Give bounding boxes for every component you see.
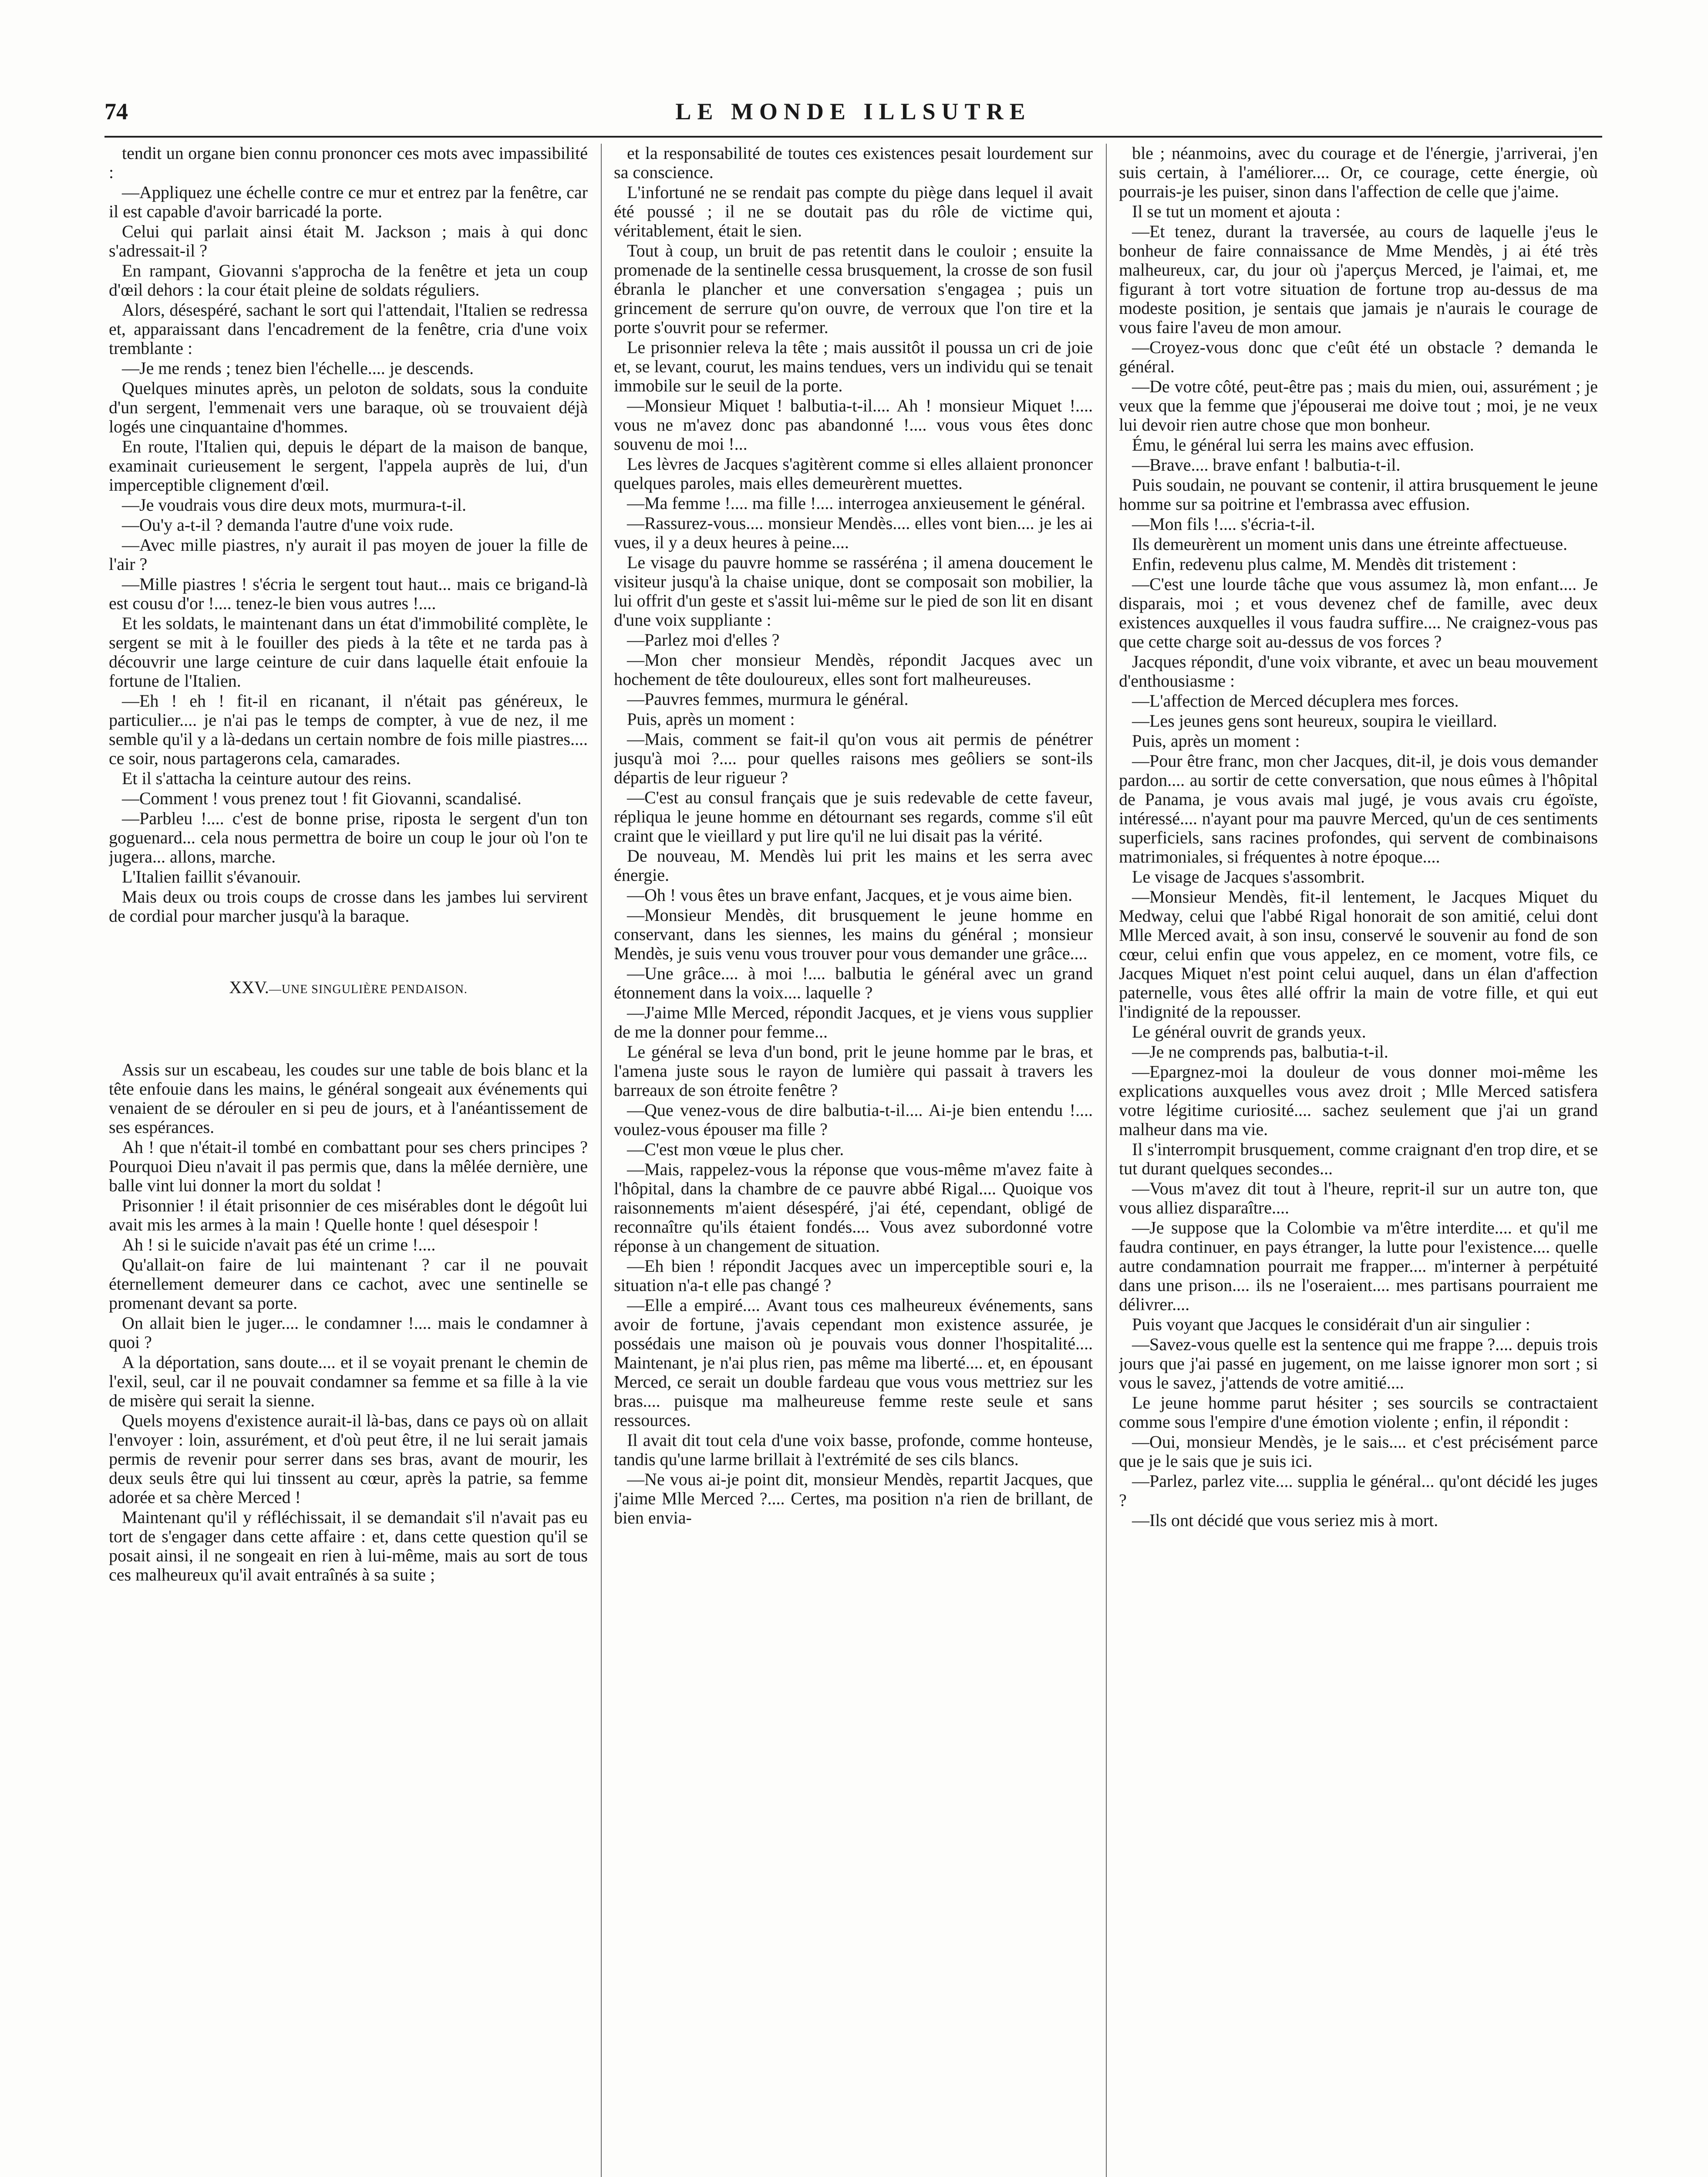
paragraph: Puis, après un moment : — [1132, 731, 1300, 751]
paragraph: —Mon cher monsieur Mendès, répondit Jacques avec un hochement de tête douloureux, elles sont fort malheureuses. — [614, 650, 1093, 689]
paragraph: —Je voudrais vous dire deux mots, murmura-t-il. — [122, 495, 466, 515]
header-rule — [104, 136, 1602, 138]
running-title: LE MONDE ILLSUTRE — [675, 98, 1031, 125]
paragraph: En rampant, Giovanni s'approcha de la fenêtre et jeta un coup d'œil dehors : la cour était pleine de soldats réguliers. — [109, 261, 588, 300]
paragraph: Il avait dit tout cela d'une voix basse, profonde, comme honteuse, tandis qu'une larme brillait à l'extrémité de ses cils blancs. — [614, 1430, 1093, 1469]
section-number: XXV. — [229, 977, 269, 997]
paragraph: —C'est mon vœue le plus cher. — [627, 1139, 844, 1159]
paragraph: Ah ! que n'était-il tombé en combattant pour ses chers principes ? Pourquoi Dieu n'avait il pas permis que, dans la mêlée dernière, une balle vint lui donner la mort du soldat ! — [109, 1137, 588, 1195]
paragraph: —Epargnez-moi la douleur de vous donner moi-même les explications auxquelles vous avez droit ; Mlle Merced satisfera votre légitime curiosité.... sachez seulement que j'ai un grand malheur dans ma vie. — [1119, 1062, 1598, 1139]
paragraph: —Monsieur Miquet ! balbutia-t-il.... Ah ! monsieur Miquet !.... vous ne m'avez donc pas abandonné !.... vous vous êtes donc souvenu de moi !... — [614, 396, 1093, 454]
paragraph: —Ma femme !.... ma fille !.... interrogea anxieusement le général. — [627, 493, 1085, 513]
paragraph: Ils demeurèrent un moment unis dans une étreinte affectueuse. — [1132, 534, 1568, 554]
paragraph: Les lèvres de Jacques s'agitèrent comme si elles allaient prononcer quelques paroles, mais elles demeurèrent muettes. — [614, 454, 1093, 493]
paragraph: Quelques minutes après, un peloton de soldats, sous la conduite d'un sergent, l'emmenait vers une baraque, où se trouvaient déjà logés une cinquantaine d'hommes. — [109, 378, 588, 436]
paragraph: —De votre côté, peut-être pas ; mais du mien, oui, assurément ; je veux que la femme que j'épouserai me doive tout ; moi, je ne veux lui devoir rien autre chose que mon bonheur. — [1119, 377, 1598, 435]
paragraph: Ému, le général lui serra les mains avec effusion. — [1132, 435, 1474, 455]
paragraph: Puis soudain, ne pouvant se contenir, il attira brusquement le jeune homme sur sa poitrine et l'embrassa avec effusion. — [1119, 475, 1598, 514]
page-number: 74 — [104, 98, 128, 125]
section-heading — [109, 978, 588, 999]
paragraph: —Eh bien ! répondit Jacques avec un imperceptible souri e, la situation n'a-t elle pas changé ? — [614, 1256, 1093, 1295]
paragraph: Le prisonnier releva la tête ; mais aussitôt il poussa un cri de joie et, se levant, courut, les mains tendues, vers un individu qui se tenait immobile sur le seuil de la porte. — [614, 337, 1093, 395]
paragraph: —Rassurez-vous.... monsieur Mendès.... elles vont bien.... je les ai vues, il y a deux heures à peine.... — [614, 513, 1093, 552]
paragraph: —C'est une lourde tâche que vous assumez là, mon enfant.... Je disparais, moi ; et vous devenez chef de famille, avec deux existences auxquelles il vous faudra suffire.... Ne craignez-vous pas que cette charge soit au-dessus de vos forces ? — [1119, 574, 1598, 651]
paragraph: Prisonnier ! il était prisonnier de ces misérables dont le dégoût lui avait mis les armes à la main ! Quelle honte ! quel désespoir ! — [109, 1196, 588, 1234]
paragraph: —Brave.... brave enfant ! balbutia-t-il. — [1132, 455, 1401, 475]
paragraph: —Je suppose que la Colombie va m'être interdite.... et qu'il me faudra continuer, en pays étranger, la lutte pour l'existence.... quelle autre condamnation pourrait me frapper.... m'interner à perpétuité dans une prison.... ils ne l'oseraient.... mes partisans pourraient me délivrer.... — [1119, 1218, 1598, 1314]
paragraph: Puis, après un moment : — [627, 709, 795, 729]
paragraph: —Mais, comment se fait-il qu'on vous ait permis de pénétrer jusqu'à moi ?.... pour quelles raisons mes geôliers se sont-ils départis de leur rigueur ? — [614, 729, 1093, 787]
paragraph: Mais deux ou trois coups de crosse dans les jambes lui servirent de cordial pour marcher jusqu'à la baraque. — [109, 887, 588, 926]
paragraph: —Ne vous ai-je point dit, monsieur Mendès, repartit Jacques, que j'aime Mlle Merced ?.... Certes, ma position n'a rien de brillant, de bien envia- — [614, 1469, 1093, 1527]
paragraph: —Avec mille piastres, n'y aurait il pas moyen de jouer la fille de l'air ? — [109, 535, 588, 574]
column-1-paragraphs — [109, 144, 588, 926]
paragraph: Tout à coup, un bruit de pas retentit dans le couloir ; ensuite la promenade de la sentinelle cessa brusquement, la crosse de son fusil ébranla le plancher et une conversation s'engagea ; puis un grincement de serrure qu'on ouvre, de verroux que l'on tire et la porte s'ouvrit pour se refermer. — [614, 241, 1093, 337]
paragraph: En route, l'Italien qui, depuis le départ de la maison de banque, examinait curieusement le sergent, l'appela auprès de lui, d'un imperceptible clignement d'œil. — [109, 437, 588, 495]
page-header — [104, 98, 1602, 137]
paragraph: —Mon fils !.... s'écria-t-il. — [1132, 514, 1315, 534]
paragraph: tendit un organe bien connu prononcer ces mots avec impassibilité : — [109, 144, 588, 182]
paragraph: Il s'interrompit brusquement, comme craignant d'en trop dire, et se tut durant quelques secondes... — [1119, 1139, 1598, 1178]
paragraph: et la responsabilité de toutes ces existences pesait lourdement sur sa conscience. — [614, 144, 1093, 182]
paragraph: Enfin, redevenu plus calme, M. Mendès dit tristement : — [1132, 554, 1517, 574]
column-2-paragraphs — [614, 144, 1093, 1527]
paragraph: —Ou'y a-t-il ? demanda l'autre d'une voix rude. — [122, 515, 454, 535]
paragraph: —Croyez-vous donc que c'eût été un obstacle ? demanda le général. — [1119, 337, 1598, 376]
paragraph: —Vous m'avez dit tout à l'heure, reprit-il sur un autre ton, que vous alliez disparaître.... — [1119, 1179, 1598, 1217]
column-3-paragraphs — [1119, 144, 1598, 1530]
paragraph: —Monsieur Mendès, dit brusquement le jeune homme en conservant, dans les siennes, les mains du général ; monsieur Mendès, je suis venu vous trouver pour vous demander une grâce.... — [614, 905, 1093, 963]
paragraph: —Mais, rappelez-vous la réponse que vous-même m'avez faite à l'hôpital, dans la chambre de ce pauvre abbé Rigal.... Quoique vos raisonnements m'aient désespéré, j'ai été, cependant, obligé de reconnaître qu'ils étaient fondés.... Vous avez subordonné votre réponse à un changement de situation. — [614, 1159, 1093, 1256]
paragraph: —Pour être franc, mon cher Jacques, dit-il, je dois vous demander pardon.... au sortir de cette conversation, que nous eûmes à l'hôpital de Panama, je vous avais mal jugé, je vous avais cru égoïste, intéressé.... n'ayant pour ma pauvre Merced, qu'un de ces sentiments superficiels, sans racines profondes, qui servent de combinaisons matrimoniales, si fréquentes à notre époque.... — [1119, 751, 1598, 866]
paragraph: —Monsieur Mendès, fit-il lentement, le Jacques Miquet du Medway, celui que l'abbé Rigal honorait de son amitié, celui dont Mlle Merced avait, à son insu, conservé le souvenir au fond de son cœur, celui enfin que vous appelez, en ce moment, votre fils, ce Jacques Miquet n'est point celui auquel, dans un élan d'affection paternelle, vous êtes allé offrir la main de votre fille, et qui eut l'indignité de la repousser. — [1119, 887, 1598, 1021]
paragraph: —Elle a empiré.... Avant tous ces malheureux événements, sans avoir de fortune, j'avais cependant mon existence assurée, je possédais une maison où je pouvais vous donner l'hospitalité.... Maintenant, je n'ai plus rien, pas même ma liberté.... et, en épousant Merced, ce serait un double fardeau que vous vous mettriez sur les bras.... puisque ma malheureuse femme reste seule et sans ressources. — [614, 1295, 1093, 1430]
paragraph: —Comment ! vous prenez tout ! fit Giovanni, scandalisé. — [122, 789, 522, 808]
paragraph: Maintenant qu'il y réfléchissait, il se demandait s'il n'avait pas eu tort de s'engager dans cette affaire : et, dans cette question qu'il se posait ainsi, il ne songeait en rien à lui-même, mais au sort de tous ces malheureux qu'il avait entraînés à sa suite ; — [109, 1507, 588, 1584]
paragraph: Assis sur un escabeau, les coudes sur une table de bois blanc et la tête enfouie dans les mains, le général songeait aux événements qui venaient de se dérouler en si peu de jours, et à l'anéantissement de ses espérances. — [109, 1060, 588, 1137]
paragraph: Qu'allait-on faire de lui maintenant ? car il ne pouvait éternellement demeurer dans ce cachot, avec une sentinelle se promenant devant sa porte. — [109, 1255, 588, 1313]
paragraph: Il se tut un moment et ajouta : — [1132, 202, 1341, 221]
paragraph: Jacques répondit, d'une voix vibrante, et avec un beau mouvement d'enthousiasme : — [1119, 652, 1598, 691]
paragraph: —Mille piastres ! s'écria le sergent tout haut... mais ce brigand-là est cousu d'or !.... tenez-le bien vous autres !.... — [109, 574, 588, 613]
section-title: —UNE SINGULIÈRE PENDAISON. — [269, 983, 468, 996]
paragraph: Le général se leva d'un bond, prit le jeune homme par le bras, et l'amena juste sous le rayon de lumière qui passait à travers les barreaux de son étroite fenêtre ? — [614, 1042, 1093, 1100]
paragraph: De nouveau, M. Mendès lui prit les mains et les serra avec énergie. — [614, 846, 1093, 885]
paragraph: —L'affection de Merced décuplera mes forces. — [1132, 691, 1459, 711]
paragraph: —J'aime Mlle Merced, répondit Jacques, et je viens vous supplier de me la donner pour femme... — [614, 1003, 1093, 1041]
paragraph: —Les jeunes gens sont heureux, soupira le vieillard. — [1132, 711, 1497, 731]
paragraph: —Eh ! eh ! fit-il en ricanant, il n'était pas généreux, le particulier.... je n'ai pas le temps de compter, à vue de nez, il me semble qu'il y a là-dedans un certain nombre de fois mille piastres.... ce soir, nous partagerons cela, camarades. — [109, 691, 588, 768]
paragraph: L'infortuné ne se rendait pas compte du piège dans lequel il avait été poussé ; il ne se doutait pas du rôle de victime qui, véritablement, était le sien. — [614, 182, 1093, 240]
paragraph: —Ils ont décidé que vous seriez mis à mort. — [1132, 1510, 1438, 1530]
paragraph: On allait bien le juger.... le condamner !.... mais le condamner à quoi ? — [109, 1313, 588, 1352]
paragraph: —Et tenez, durant la traversée, au cours de laquelle j'eus le bonheur de faire connaissance de Mme Mendès, j ai été très malheureux, car, du jour où j'aperçus Merced, je l'aimai, et, me figurant à tort votre situation de fortune trop au-dessus de ma modeste position, je sentais que jamais je n'aurais le courage de vous faire l'aveu de mon amour. — [1119, 222, 1598, 337]
paragraph: ble ; néanmoins, avec du courage et de l'énergie, j'arriverai, j'en suis certain, à l'améliorer.... Or, ce courage, cette énergie, où pourrais-je les puiser, sinon dans l'affection de celle que j'aime. — [1119, 144, 1598, 201]
paragraph: —Savez-vous quelle est la sentence qui me frappe ?.... depuis trois jours que j'ai passé en jugement, on me laisse ignorer mon sort ; si vous le savez, j'attends de votre amitié.... — [1119, 1335, 1598, 1392]
paragraph: —Parlez, parlez vite.... supplia le général... qu'ont décidé les juges ? — [1119, 1471, 1598, 1510]
paragraph: —Parlez moi d'elles ? — [627, 630, 780, 650]
paragraph: Puis voyant que Jacques le considérait d'un air singulier : — [1132, 1314, 1530, 1334]
column-2 — [614, 144, 1093, 2177]
paragraph: —Oh ! vous êtes un brave enfant, Jacques, et je vous aime bien. — [627, 885, 1073, 905]
paragraph: —Parbleu !.... c'est de bonne prise, riposta le sergent d'un ton goguenard... cela nous permettra de boire un coup le jour où l'on te jugera... allons, marche. — [109, 809, 588, 866]
paragraph: L'Italien faillit s'évanouir. — [122, 867, 301, 886]
paragraph: Quels moyens d'existence aurait-il là-bas, dans ce pays où on allait l'envoyer : loin, assurément, et d'où peut être, il ne lui serait jamais permis de revenir pour serrer dans ses bras, avant de mourir, les deux seuls être qui lui tinssent au cœur, après la patrie, sa femme adorée et sa chère Merced ! — [109, 1411, 588, 1507]
paragraph: Celui qui parlait ainsi était M. Jackson ; mais à qui donc s'adressait-il ? — [109, 222, 588, 260]
paragraph: —Je ne comprends pas, balbutia-t-il. — [1132, 1042, 1388, 1062]
paragraph: —Je me rends ; tenez bien l'échelle.... je descends. — [122, 358, 474, 378]
paragraph: —C'est au consul français que je suis redevable de cette faveur, répliqua le jeune homme en détournant ses regards, comme s'il eût craint que le vieillard y put lire qu'il ne lui disait pas la vérité. — [614, 788, 1093, 846]
column-1-paragraphs-after-heading — [109, 1060, 588, 1584]
paragraph: Le général ouvrit de grands yeux. — [1132, 1022, 1366, 1041]
paragraph: —Une grâce.... à moi !.... balbutia le général avec un grand étonnement dans la voix.... laquelle ? — [614, 964, 1093, 1002]
paragraph: Alors, désespéré, sachant le sort qui l'attendait, l'Italien se redressa et, apparaissant dans l'encadrement de la fenêtre, cria d'une voix tremblante : — [109, 300, 588, 358]
text-columns — [109, 144, 1602, 2177]
paragraph: Le jeune homme parut hésiter ; ses sourcils se contractaient comme sous l'empire d'une émotion violente ; enfin, il répondit : — [1119, 1393, 1598, 1432]
paragraph: Et les soldats, le maintenant dans un état d'immobilité complète, le sergent se mit à le fouiller des pieds à la tête et ne tarda pas à découvrir une large ceinture de cuir dans laquelle était enfouie la fortune de l'Italien. — [109, 613, 588, 691]
column-1 — [109, 144, 588, 2177]
paragraph: —Appliquez une échelle contre ce mur et entrez par la fenêtre, car il est capable d'avoir barricadé la porte. — [109, 182, 588, 221]
column-3 — [1119, 144, 1598, 2177]
paragraph: A la déportation, sans doute.... et il se voyait prenant le chemin de l'exil, seul, car il ne pouvait condamner sa femme et sa fille à la vie de misère qui serait la sienne. — [109, 1352, 588, 1410]
paragraph: Et il s'attacha la ceinture autour des reins. — [122, 768, 411, 788]
paragraph: Ah ! si le suicide n'avait pas été un crime !.... — [122, 1235, 436, 1254]
paragraph: Le visage de Jacques s'assombrit. — [1132, 867, 1365, 886]
paragraph: Le visage du pauvre homme se rasséréna ; il amena doucement le visiteur jusqu'à la chaise unique, dont se composait son mobilier, la lui offrit d'un geste et s'assit lui-même sur le pied de son lit en disant d'une voix suppliante : — [614, 553, 1093, 630]
paragraph: —Pauvres femmes, murmura le général. — [627, 689, 909, 709]
paragraph: —Oui, monsieur Mendès, je le sais.... et c'est précisément parce que je le sais que je suis ici. — [1119, 1432, 1598, 1471]
paragraph: —Que venez-vous de dire balbutia-t-il.... Ai-je bien entendu !.... voulez-vous épouser ma fille ? — [614, 1100, 1093, 1139]
